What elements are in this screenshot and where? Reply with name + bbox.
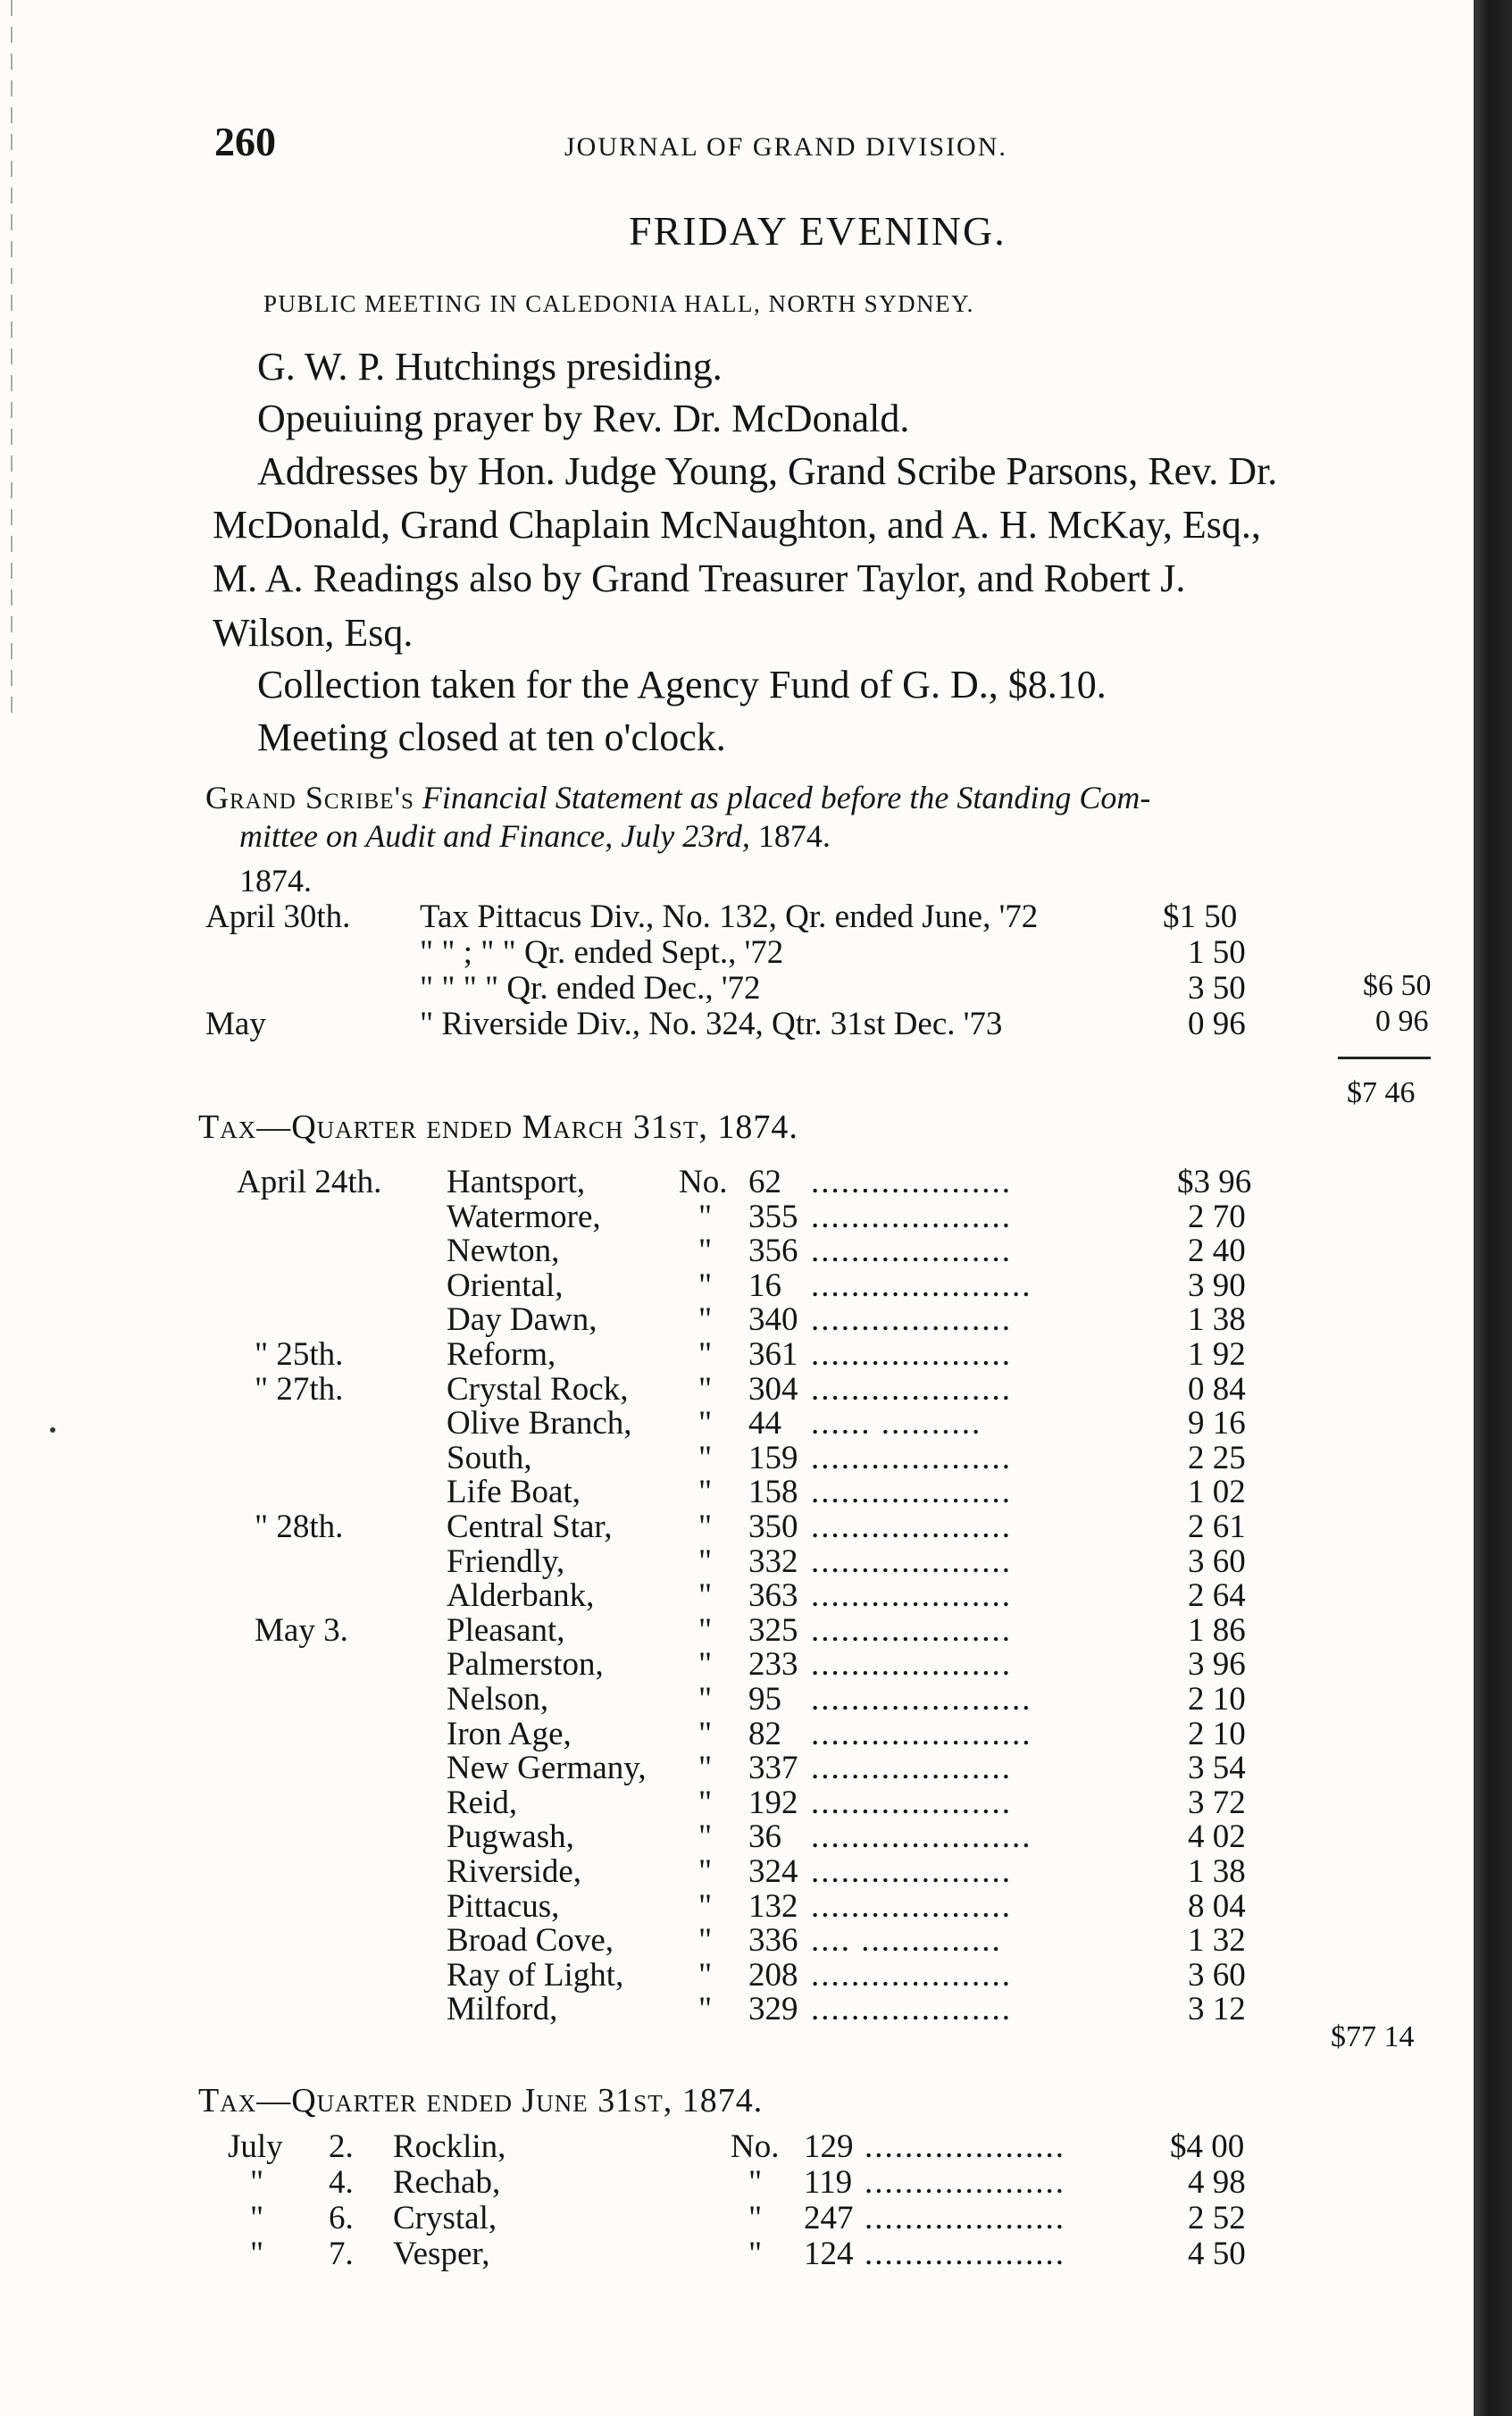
row-month: " bbox=[250, 2236, 264, 2272]
row-month: " bbox=[250, 2200, 264, 2236]
row-date: April 24th. bbox=[237, 1164, 382, 1200]
row-leaders: .... .............. bbox=[811, 1922, 1002, 1959]
statement-heading-line1 bbox=[205, 779, 1150, 816]
row-number: 208 bbox=[748, 1957, 798, 1994]
row-division: Life Boat, bbox=[447, 1474, 581, 1510]
entry-subtotal: $6 50 bbox=[1363, 969, 1432, 1002]
row-leaders: .................... bbox=[865, 2164, 1065, 2201]
row-number: 132 bbox=[748, 1888, 798, 1925]
row-amount: 4 98 bbox=[1188, 2164, 1246, 2201]
row-amount: 3 72 bbox=[1188, 1785, 1246, 1821]
row-ditto: " bbox=[748, 2200, 763, 2236]
row-division: Olive Branch, bbox=[447, 1405, 632, 1442]
row-ditto: " bbox=[698, 1957, 713, 1994]
row-ditto: " bbox=[698, 1543, 713, 1580]
row-ditto: No. bbox=[679, 1164, 728, 1200]
row-division: Central Star, bbox=[447, 1509, 613, 1545]
row-division: Watermore, bbox=[447, 1199, 601, 1235]
row-division: Broad Cove, bbox=[447, 1922, 614, 1959]
row-number: 332 bbox=[748, 1543, 798, 1580]
row-number: 336 bbox=[748, 1922, 798, 1959]
entry-amount: 0 96 bbox=[1188, 1006, 1246, 1042]
row-ditto: " bbox=[698, 1509, 713, 1545]
scan-left-margin-mark bbox=[11, 0, 13, 715]
row-day: 7. bbox=[329, 2236, 354, 2272]
row-number: 355 bbox=[748, 1199, 798, 1235]
row-ditto: " bbox=[698, 1440, 713, 1476]
entry-date: May bbox=[205, 1006, 266, 1042]
row-ditto: " bbox=[698, 1818, 713, 1855]
row-amount: 2 10 bbox=[1188, 1716, 1246, 1752]
row-leaders: .................... bbox=[811, 1509, 1012, 1545]
row-leaders: .................... bbox=[865, 2128, 1065, 2165]
row-leaders: .................... bbox=[811, 1750, 1012, 1786]
paragraph-line: M. A. Readings also by Grand Treasurer Taylor, and Robert J. bbox=[213, 556, 1186, 600]
row-date: " 25th. bbox=[255, 1336, 344, 1373]
row-number: 233 bbox=[748, 1646, 798, 1683]
row-division: Rechab, bbox=[393, 2164, 501, 2201]
section-subtitle: PUBLIC MEETING IN CALEDONIA HALL, NORTH SYDNEY. bbox=[263, 290, 974, 317]
row-amount: 1 32 bbox=[1188, 1922, 1246, 1959]
row-leaders: .................... bbox=[811, 1543, 1012, 1580]
statement-heading-line2 bbox=[239, 817, 831, 855]
row-ditto: " bbox=[698, 1336, 713, 1373]
row-leaders: .................... bbox=[811, 1612, 1012, 1649]
row-month: " bbox=[250, 2164, 264, 2201]
row-leaders: .................... bbox=[811, 1336, 1012, 1373]
row-day: 6. bbox=[329, 2200, 354, 2236]
row-leaders: ...................... bbox=[811, 1716, 1032, 1752]
row-amount: 2 70 bbox=[1188, 1199, 1246, 1235]
row-ditto: " bbox=[748, 2164, 763, 2201]
row-amount: 4 50 bbox=[1188, 2236, 1246, 2272]
scan-edge-shadow bbox=[1474, 0, 1512, 2416]
row-leaders: ...... .......... bbox=[811, 1405, 982, 1442]
entry-amount: 3 50 bbox=[1188, 970, 1246, 1007]
row-ditto: " bbox=[698, 1199, 713, 1235]
row-ditto: " bbox=[698, 1371, 713, 1408]
row-leaders: .................... bbox=[811, 1371, 1012, 1408]
row-division: Pleasant, bbox=[447, 1612, 565, 1649]
row-ditto: " bbox=[698, 1577, 713, 1614]
paragraph-line: Wilson, Esq. bbox=[213, 611, 414, 655]
row-division: New Germany, bbox=[447, 1750, 647, 1786]
statement-year: 1874. bbox=[757, 818, 831, 854]
row-amount: 1 38 bbox=[1188, 1853, 1246, 1890]
row-number: 159 bbox=[748, 1440, 798, 1476]
row-ditto: No. bbox=[731, 2128, 780, 2165]
row-ditto: " bbox=[698, 1612, 713, 1649]
row-number: 124 bbox=[804, 2236, 854, 2272]
row-division: Riverside, bbox=[447, 1853, 582, 1890]
row-number: 16 bbox=[748, 1267, 781, 1304]
paragraph-line: McDonald, Grand Chaplain McNaughton, and A. H. McKay, Esq., bbox=[213, 503, 1261, 547]
row-division: Vesper, bbox=[393, 2236, 490, 2272]
row-ditto: " bbox=[698, 1888, 713, 1925]
row-leaders: .................... bbox=[811, 1957, 1012, 1994]
row-leaders: .................... bbox=[811, 1853, 1012, 1890]
paragraph-line: Meeting closed at ten o'clock. bbox=[257, 715, 726, 759]
statement-author: Grand Scribe's bbox=[205, 780, 414, 815]
row-division: Pittacus, bbox=[447, 1888, 560, 1925]
row-number: 158 bbox=[748, 1474, 798, 1510]
row-ditto: " bbox=[698, 1646, 713, 1683]
row-number: 247 bbox=[804, 2200, 854, 2236]
row-division: Pugwash, bbox=[447, 1818, 574, 1855]
row-number: 119 bbox=[804, 2164, 853, 2201]
row-number: 363 bbox=[748, 1577, 798, 1614]
row-division: Oriental, bbox=[447, 1267, 564, 1304]
section-title: FRIDAY EVENING. bbox=[629, 208, 1007, 254]
row-number: 325 bbox=[748, 1612, 798, 1649]
row-amount: 2 25 bbox=[1188, 1440, 1246, 1476]
entry-subtotal: 0 96 bbox=[1375, 1005, 1429, 1038]
row-leaders: .................... bbox=[811, 1577, 1012, 1614]
statement-title-cont: mittee on Audit and Finance, July 23rd, bbox=[239, 818, 750, 854]
entry-description: " " ; " " Qr. ended Sept., '72 bbox=[420, 934, 784, 971]
row-division: Rocklin, bbox=[393, 2128, 506, 2165]
row-amount: 0 84 bbox=[1188, 1371, 1246, 1408]
row-date: " 28th. bbox=[255, 1509, 344, 1545]
row-number: 62 bbox=[748, 1164, 781, 1200]
statement-year-label: 1874. bbox=[239, 863, 312, 899]
row-ditto: " bbox=[698, 1785, 713, 1821]
row-amount: 4 02 bbox=[1188, 1818, 1246, 1855]
row-division: Reid, bbox=[447, 1785, 518, 1821]
row-division: South, bbox=[447, 1440, 532, 1476]
row-division: Milford, bbox=[447, 1991, 558, 2027]
row-number: 36 bbox=[748, 1818, 781, 1855]
paragraph-line: Opeuiuing prayer by Rev. Dr. McDonald. bbox=[257, 397, 910, 440]
row-amount: 1 02 bbox=[1188, 1474, 1246, 1510]
row-leaders: .................... bbox=[865, 2200, 1065, 2236]
row-amount: 1 38 bbox=[1188, 1301, 1246, 1338]
row-amount: 2 40 bbox=[1188, 1233, 1246, 1269]
row-ditto: " bbox=[698, 1716, 713, 1752]
row-amount: 3 96 bbox=[1188, 1646, 1246, 1683]
total-rule bbox=[1338, 1057, 1431, 1059]
row-number: 95 bbox=[748, 1681, 781, 1718]
row-number: 350 bbox=[748, 1509, 798, 1545]
row-amount: 3 90 bbox=[1188, 1267, 1246, 1304]
row-division: Ray of Light, bbox=[447, 1957, 624, 1994]
row-amount: 3 12 bbox=[1188, 1991, 1246, 2027]
row-ditto: " bbox=[698, 1301, 713, 1338]
row-leaders: ...................... bbox=[811, 1681, 1032, 1718]
entry-description: " Riverside Div., No. 324, Qtr. 31st Dec. '73 bbox=[420, 1006, 1003, 1042]
entry-description: Tax Pittacus Div., No. 132, Qr. ended June, '72 bbox=[420, 899, 1039, 935]
row-number: 337 bbox=[748, 1750, 798, 1786]
scan-speck bbox=[50, 1427, 55, 1433]
entry-amount: 1 50 bbox=[1188, 934, 1246, 971]
row-number: 44 bbox=[748, 1405, 781, 1442]
row-day: 2. bbox=[329, 2128, 354, 2165]
row-amount: 2 64 bbox=[1188, 1577, 1246, 1614]
tax-total: $7 46 bbox=[1347, 1076, 1416, 1109]
row-ditto: " bbox=[698, 1474, 713, 1510]
row-amount: $3 96 bbox=[1177, 1164, 1252, 1200]
row-leaders: ...................... bbox=[811, 1818, 1032, 1855]
row-amount: 3 60 bbox=[1188, 1957, 1246, 1994]
row-leaders: .................... bbox=[811, 1991, 1012, 2027]
march-total: $77 14 bbox=[1331, 2020, 1415, 2053]
row-number: 304 bbox=[748, 1371, 798, 1408]
row-division: Crystal, bbox=[393, 2200, 497, 2236]
row-ditto: " bbox=[698, 1750, 713, 1786]
row-number: 361 bbox=[748, 1336, 798, 1373]
row-leaders: .................... bbox=[811, 1474, 1012, 1510]
row-date: May 3. bbox=[255, 1612, 348, 1649]
entry-description: " " " " Qr. ended Dec., '72 bbox=[420, 970, 761, 1007]
row-amount: 3 54 bbox=[1188, 1750, 1246, 1786]
row-leaders: ...................... bbox=[811, 1267, 1032, 1304]
row-division: Nelson, bbox=[447, 1681, 549, 1718]
row-number: 324 bbox=[748, 1853, 798, 1890]
row-leaders: .................... bbox=[865, 2236, 1065, 2272]
row-leaders: .................... bbox=[811, 1646, 1012, 1683]
statement-title: Financial Statement as placed before the Standing Com- bbox=[422, 780, 1151, 815]
row-leaders: .................... bbox=[811, 1233, 1012, 1269]
row-leaders: .................... bbox=[811, 1785, 1012, 1821]
paragraph-line: Addresses by Hon. Judge Young, Grand Scribe Parsons, Rev. Dr. bbox=[257, 449, 1278, 493]
paragraph-line: Collection taken for the Agency Fund of G. D., $8.10. bbox=[257, 663, 1107, 706]
paragraph-line: G. W. P. Hutchings presiding. bbox=[257, 345, 723, 389]
row-division: Day Dawn, bbox=[447, 1301, 597, 1338]
march-heading: Tax—Quarter ended March 31st, 1874. bbox=[198, 1108, 798, 1146]
row-number: 129 bbox=[804, 2128, 854, 2165]
row-leaders: .................... bbox=[811, 1199, 1012, 1235]
row-ditto: " bbox=[698, 1233, 713, 1269]
row-division: Iron Age, bbox=[447, 1716, 572, 1752]
row-ditto: " bbox=[748, 2236, 763, 2272]
row-division: Newton, bbox=[447, 1233, 560, 1269]
row-amount: 3 60 bbox=[1188, 1543, 1246, 1580]
row-ditto: " bbox=[698, 1991, 713, 2027]
row-ditto: " bbox=[698, 1405, 713, 1442]
row-amount: 1 92 bbox=[1188, 1336, 1246, 1373]
row-amount: 1 86 bbox=[1188, 1612, 1246, 1649]
row-number: 340 bbox=[748, 1301, 798, 1338]
row-division: Crystal Rock, bbox=[447, 1371, 629, 1408]
row-day: 4. bbox=[329, 2164, 354, 2201]
row-amount: 9 16 bbox=[1188, 1405, 1246, 1442]
running-head: JOURNAL OF GRAND DIVISION. bbox=[564, 132, 1007, 162]
row-amount: 2 10 bbox=[1188, 1681, 1246, 1718]
row-number: 82 bbox=[748, 1716, 781, 1752]
row-division: Friendly, bbox=[447, 1543, 565, 1580]
entry-date: April 30th. bbox=[205, 899, 351, 935]
row-number: 356 bbox=[748, 1233, 798, 1269]
row-division: Reform, bbox=[447, 1336, 556, 1373]
row-amount: 8 04 bbox=[1188, 1888, 1246, 1925]
row-ditto: " bbox=[698, 1681, 713, 1718]
row-division: Palmerston, bbox=[447, 1646, 604, 1683]
row-leaders: .................... bbox=[811, 1888, 1012, 1925]
row-leaders: .................... bbox=[811, 1301, 1012, 1338]
row-ditto: " bbox=[698, 1853, 713, 1890]
row-leaders: .................... bbox=[811, 1440, 1012, 1476]
row-month: July bbox=[228, 2128, 283, 2165]
row-number: 192 bbox=[748, 1785, 798, 1821]
row-date: " 27th. bbox=[255, 1371, 344, 1408]
row-amount: 2 61 bbox=[1188, 1509, 1246, 1545]
entry-amount: $1 50 bbox=[1163, 899, 1238, 935]
row-leaders: .................... bbox=[811, 1164, 1012, 1200]
page-number: 260 bbox=[214, 119, 276, 164]
row-division: Hantsport, bbox=[447, 1164, 586, 1200]
row-amount: $4 00 bbox=[1170, 2128, 1245, 2165]
row-ditto: " bbox=[698, 1267, 713, 1304]
june-heading: Tax—Quarter ended June 31st, 1874. bbox=[198, 2082, 764, 2119]
row-ditto: " bbox=[698, 1922, 713, 1959]
row-amount: 2 52 bbox=[1188, 2200, 1246, 2236]
row-division: Alderbank, bbox=[447, 1577, 595, 1614]
row-number: 329 bbox=[748, 1991, 798, 2027]
